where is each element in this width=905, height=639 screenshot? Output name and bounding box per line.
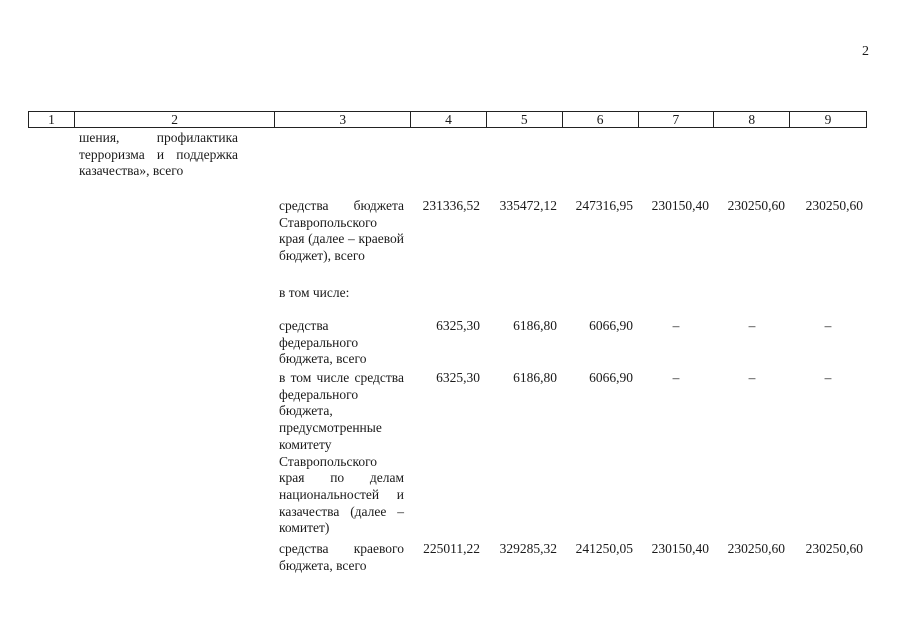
- header-col-1: 1: [29, 112, 75, 127]
- header-col-7: 7: [639, 112, 715, 127]
- row-2-col-5: 6186,80: [513, 318, 557, 333]
- row-2-col-4: 6325,30: [436, 318, 480, 333]
- header-col-5: 5: [487, 112, 563, 127]
- row-4-label: средства краевого бюджета, всего: [279, 541, 404, 573]
- table-header-row: [28, 111, 867, 128]
- row-3-label: в том числе средства федерального бюджета, предусмотренные комитету Ставропольского края по делам национальностей и казачества (далее – комитет): [279, 370, 404, 536]
- row-0-label: средства бюджета Ставропольского края (далее – краевой бюджет), всего: [279, 198, 404, 264]
- header-col-9: 9: [824, 112, 832, 127]
- row-3-col-8: –: [748, 370, 756, 385]
- row-0-col-6: 247316,95: [575, 198, 633, 213]
- row-2-col-8: –: [748, 318, 756, 333]
- row-0-col-4: 231336,52: [422, 198, 480, 213]
- row-0-col-9: 230250,60: [805, 198, 863, 213]
- row-4-col-7: 230150,40: [651, 541, 709, 556]
- header-col-2: 2: [75, 112, 276, 127]
- header-col-6: 6: [563, 112, 639, 127]
- row-3-col-6: 6066,90: [589, 370, 633, 385]
- header-col-4: 4: [411, 112, 487, 127]
- row-4-col-4: 225011,22: [423, 541, 480, 556]
- row-3-col-4: 6325,30: [436, 370, 480, 385]
- row-1-label: в том числе:: [279, 285, 350, 300]
- program-name-text: шения, профилактика терроризма и поддержка казачества», всего: [79, 130, 238, 179]
- row-4-col-9: 230250,60: [805, 541, 863, 556]
- row-2-col-9: –: [824, 318, 832, 333]
- row-2-label: средства федерального бюджета, всего: [279, 318, 367, 367]
- page-number: 2: [862, 44, 869, 59]
- header-col-3: 3: [275, 112, 411, 127]
- row-3-col-9: –: [824, 370, 832, 385]
- header-col-8: 8: [714, 112, 790, 127]
- row-4-col-6: 241250,05: [575, 541, 633, 556]
- row-4-col-8: 230250,60: [727, 541, 785, 556]
- row-2-col-6: 6066,90: [589, 318, 633, 333]
- row-0-col-5: 335472,12: [499, 198, 557, 213]
- row-4-col-5: 329285,32: [499, 541, 557, 556]
- row-0-col-7: 230150,40: [651, 198, 709, 213]
- row-0-col-8: 230250,60: [727, 198, 785, 213]
- row-3-col-5: 6186,80: [513, 370, 557, 385]
- row-2-col-7: –: [672, 318, 680, 333]
- row-3-col-7: –: [672, 370, 680, 385]
